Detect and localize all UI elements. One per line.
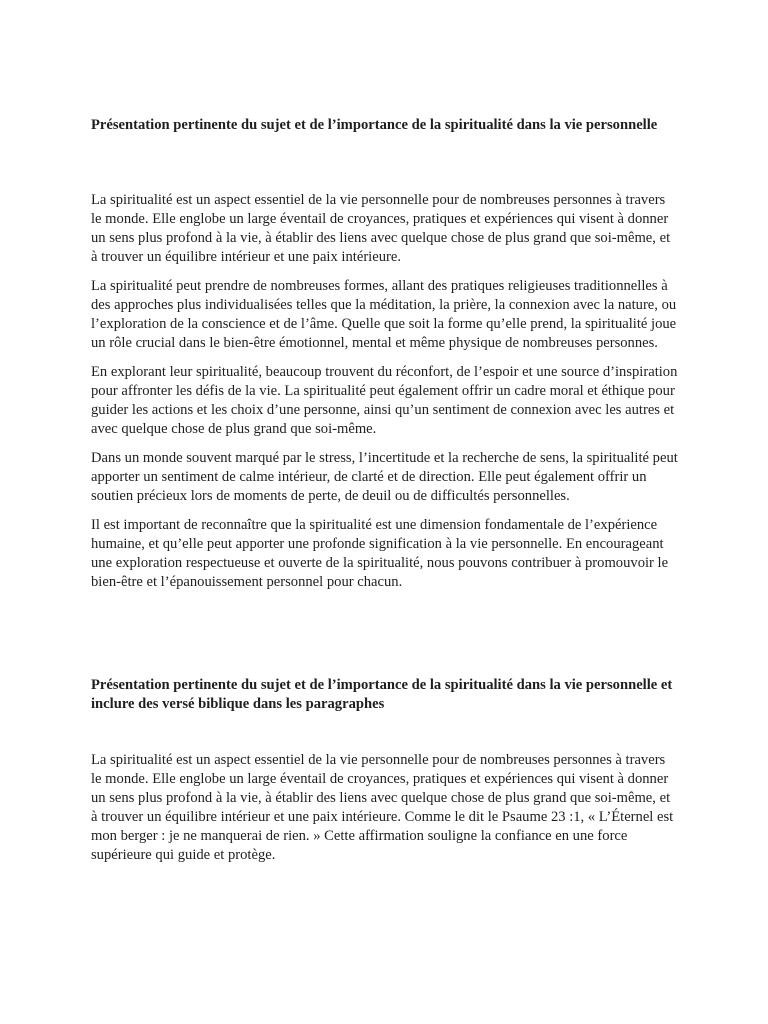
paragraph: Dans un monde souvent marqué par le stress, l’incertitude et la recherche de sens, la spiritualité peut apporter un sentiment de calme intérieur, de clarté et de direction. Elle peut également offrir un soutien précieux lors de moments de perte, de deuil ou de difficultés personnelles. <box>91 450 678 504</box>
paragraph: La spiritualité peut prendre de nombreuses formes, allant des pratiques religieuses traditionnelles à des approches plus individualisées telles que la méditation, la prière, la connexion avec la nature, ou l’exploration de la conscience et de l’âme. Quelle que soit la forme qu’elle prend, la spiritualité joue un rôle crucial dans le bien-être émotionnel, mental et même physique de nombreuses personnes. <box>91 278 677 351</box>
paragraph: La spiritualité est un aspect essentiel de la vie personnelle pour de nombreuses personnes à travers le monde. Elle englobe un large éventail de croyances, pratiques et expériences qui visent à donner un sens plus profond à la vie, à établir des liens avec quelque chose de plus grand que soi-même, et à trouver un équilibre intérieur et une paix intérieure. <box>91 192 671 265</box>
paragraph: La spiritualité est un aspect essentiel de la vie personnelle pour de nombreuses personnes à travers le monde. Elle englobe un large éventail de croyances, pratiques et expériences qui visent à donner un sens plus profond à la vie, à établir des liens avec quelque chose de plus grand que soi-même, et à trouver un équilibre intérieur et une paix intérieure. Comme le dit le Psaume 23 :1, « L’Éternel est mon berger : je ne manquerai de rien. » Cette affirmation souligne la confiance en une force supérieure qui guide et protège. <box>91 752 674 863</box>
section-1-body <box>91 191 679 602</box>
paragraph: Il est important de reconnaître que la spiritualité est une dimension fondamentale de l’expérience humaine, et qu’elle peut apporter une profonde signification à la vie personnelle. En encourageant une exploration respectueuse et ouverte de la spiritualité, nous pouvons contribuer à promouvoir le bien-être et l’épanouissement personnel pour chacun. <box>91 517 669 590</box>
section-heading-1: Présentation pertinente du sujet et de l’importance de la spiritualité dans la vie personnelle <box>91 117 658 133</box>
section-2-body <box>91 751 679 875</box>
section-heading-2: Présentation pertinente du sujet et de l’importance de la spiritualité dans la vie personnelle et inclure des versé biblique dans les paragraphes <box>91 677 673 712</box>
paragraph: En explorant leur spiritualité, beaucoup trouvent du réconfort, de l’espoir et une source d’inspiration pour affronter les défis de la vie. La spiritualité peut également offrir un cadre moral et éthique pour guider les actions et les choix d’une personne, ainsi qu’un sentiment de connexion avec les autres et avec quelque chose de plus grand que soi-même. <box>91 364 678 437</box>
